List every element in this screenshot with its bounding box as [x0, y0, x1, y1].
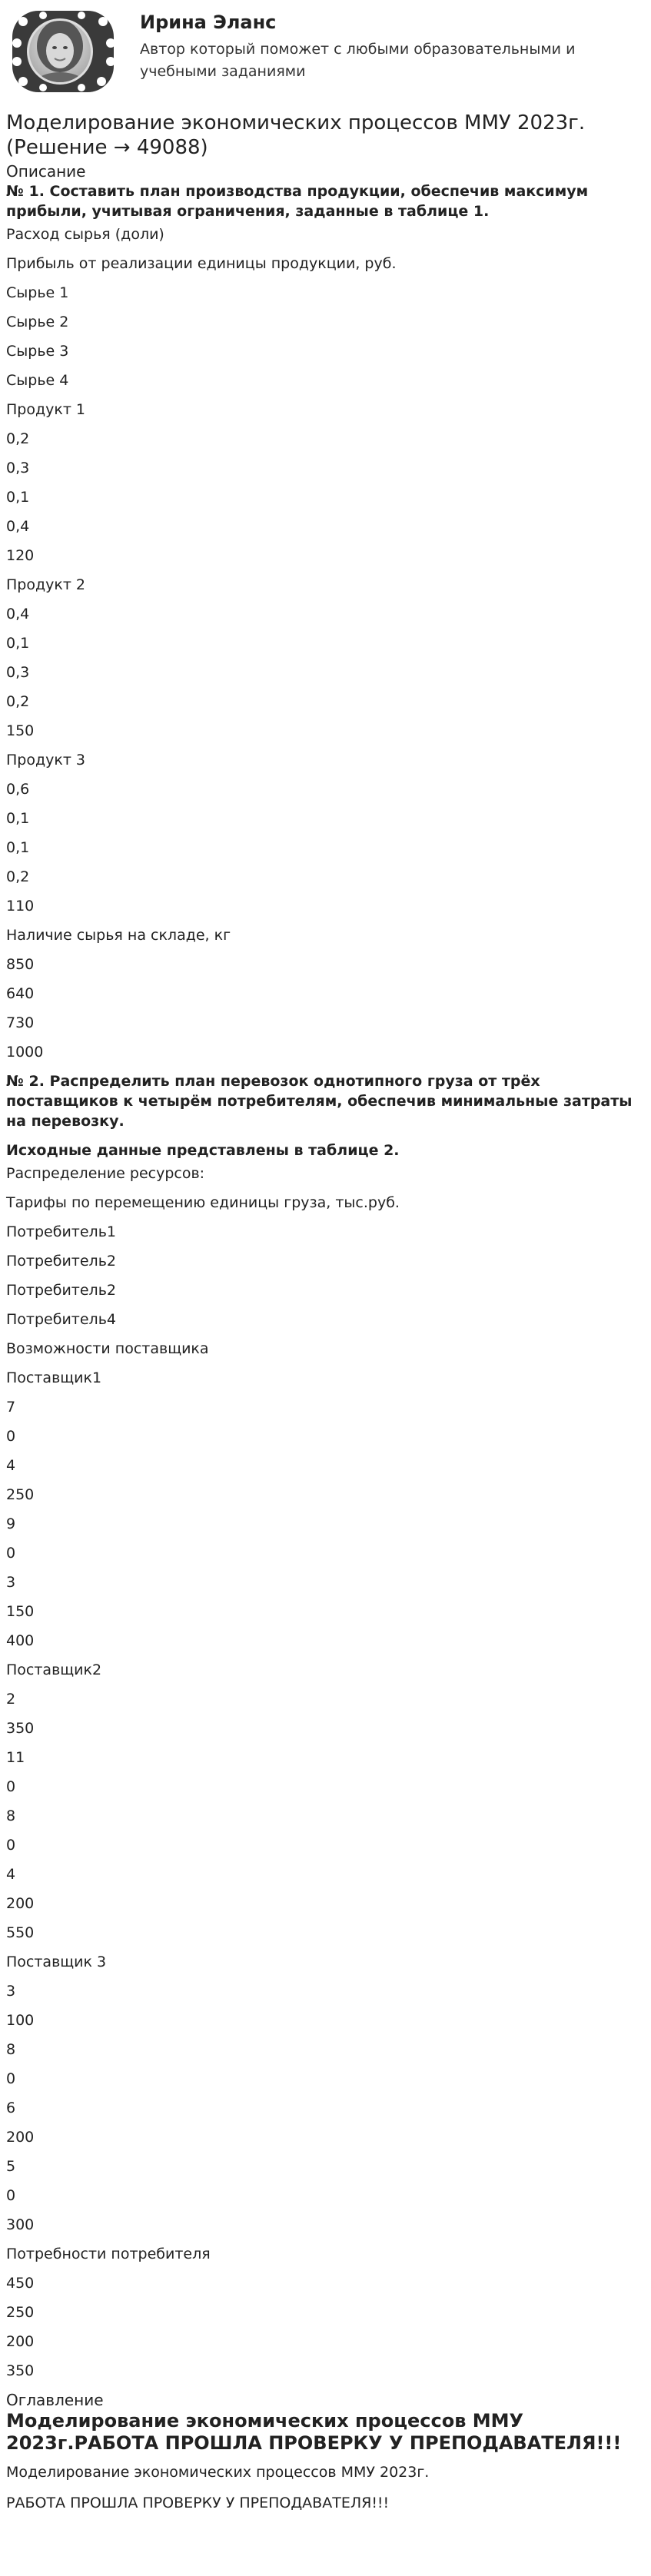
document-line: 250: [6, 2304, 35, 2321]
toc-title[interactable]: Моделирование экономических процессов ММУ 2023г.РАБОТА ПРОШЛА ПРОВЕРКУ У ПРЕПОДАВАТЕЛЯ!!!: [6, 2410, 622, 2454]
description-label: Описание: [6, 162, 86, 181]
task1-heading: № 1. Составить план производства продукции, обеспечив максимум прибыли, учитывая ограничения, заданные в таблице 1.: [6, 183, 589, 220]
author-name[interactable]: Ирина Эланс: [140, 12, 277, 33]
document-line: Потребитель2: [6, 1253, 116, 1270]
document-line: 1000: [6, 1044, 44, 1061]
document-line: Сырье 4: [6, 372, 69, 389]
task2-heading: № 2. Распределить план перевозок однотипного груза от трёх поставщиков к четырём потребителям, обеспечив минимальные затраты на перевозку.: [6, 1073, 633, 1130]
document-line: 0: [6, 2187, 16, 2204]
document-line: 150: [6, 1603, 35, 1620]
document-line: 6: [6, 2100, 16, 2116]
document-line: 850: [6, 956, 35, 973]
document-title: Моделирование экономических процессов ММУ 2023г. (Решение → 49088): [6, 111, 586, 159]
avatar-frame-icon: [6, 6, 121, 97]
document-line: 0: [6, 2070, 16, 2087]
document-line: 3: [6, 1574, 16, 1591]
document-line: 250: [6, 1486, 35, 1503]
document-line: 0: [6, 1428, 16, 1445]
task1-lines: [6, 221, 633, 1068]
document-line: Потребитель2: [6, 1282, 116, 1299]
document-line: Поставщик2: [6, 1661, 102, 1678]
document-line: 0,1: [6, 489, 30, 506]
document-line: 0,3: [6, 664, 30, 681]
toc-label: Оглавление: [6, 2391, 104, 2409]
toc-item-1[interactable]: Моделирование экономических процессов ММУ 2023г.: [6, 2464, 430, 2481]
document-line: 110: [6, 898, 35, 915]
document-line: 120: [6, 547, 35, 564]
document-line: 4: [6, 1457, 16, 1474]
document-line: 9: [6, 1515, 16, 1532]
document-line: 0: [6, 1778, 16, 1795]
document-line: 4: [6, 1866, 16, 1883]
document-line: 3: [6, 1983, 16, 2000]
document-line: Потребитель1: [6, 1223, 116, 1240]
document-line: 0,4: [6, 606, 30, 622]
author-card: [6, 0, 633, 97]
document-line: 8: [6, 2041, 16, 2058]
document-line: Тарифы по перемещению единицы груза, тыс.руб.: [6, 1194, 400, 1211]
document-line: 0,2: [6, 868, 30, 885]
document-line: Поставщик1: [6, 1369, 102, 1386]
document-line: 0,2: [6, 430, 30, 447]
document-line: Продукт 3: [6, 752, 86, 768]
document-line: 5: [6, 2158, 16, 2175]
document-line: 350: [6, 1720, 35, 1737]
document-line: 0: [6, 1837, 16, 1854]
document-line: 400: [6, 1632, 35, 1649]
document-line: 550: [6, 1924, 35, 1941]
document-line: 0,4: [6, 518, 30, 535]
task2-lines: [6, 1160, 633, 2387]
document-line: 2: [6, 1691, 16, 1708]
document-line: Сырье 3: [6, 343, 69, 360]
document-line: Сырье 2: [6, 314, 69, 330]
document-line: 0,1: [6, 839, 30, 856]
document-line: 8: [6, 1808, 16, 1824]
document-line: 0,1: [6, 635, 30, 652]
document-line: 0,6: [6, 781, 30, 798]
author-info: [140, 6, 593, 83]
document-line: 150: [6, 722, 35, 739]
document-line: 7: [6, 1399, 16, 1416]
document-line: Прибыль от реализации единицы продукции, руб.: [6, 255, 397, 272]
document-line: Расход сырья (доли): [6, 226, 164, 243]
document-line: Продукт 1: [6, 401, 86, 418]
document-line: 200: [6, 2333, 35, 2350]
document-line: Возможности поставщика: [6, 1340, 209, 1357]
document-line: Продукт 2: [6, 576, 86, 593]
document-line: 640: [6, 985, 35, 1002]
document-line: 350: [6, 2362, 35, 2379]
document-line: Потребности потребителя: [6, 2246, 211, 2262]
document-line: Наличие сырья на складе, кг: [6, 927, 231, 944]
document-line: 730: [6, 1014, 35, 1031]
author-avatar[interactable]: [6, 6, 121, 97]
author-description: Автор который поможет с любыми образовательными и учебными заданиями: [140, 41, 576, 80]
document-line: 11: [6, 1749, 25, 1766]
document-line: 0: [6, 1545, 16, 1562]
document-line: 100: [6, 2012, 35, 2029]
document-line: Потребитель4: [6, 1311, 116, 1328]
document-line: 0,3: [6, 460, 30, 476]
document-line: Сырье 1: [6, 284, 69, 301]
toc-item-2[interactable]: РАБОТА ПРОШЛА ПРОВЕРКУ У ПРЕПОДАВАТЕЛЯ!!!: [6, 2495, 390, 2511]
document-line: 300: [6, 2216, 35, 2233]
document-line: 0,2: [6, 693, 30, 710]
document-line: Распределение ресурсов:: [6, 1165, 205, 1182]
document-line: 450: [6, 2275, 35, 2292]
document-line: Поставщик 3: [6, 1954, 107, 1970]
document-line: 200: [6, 1895, 35, 1912]
document-line: 0,1: [6, 810, 30, 827]
document-line: 200: [6, 2129, 35, 2146]
task2-subheading: Исходные данные представлены в таблице 2.: [6, 1142, 400, 1159]
